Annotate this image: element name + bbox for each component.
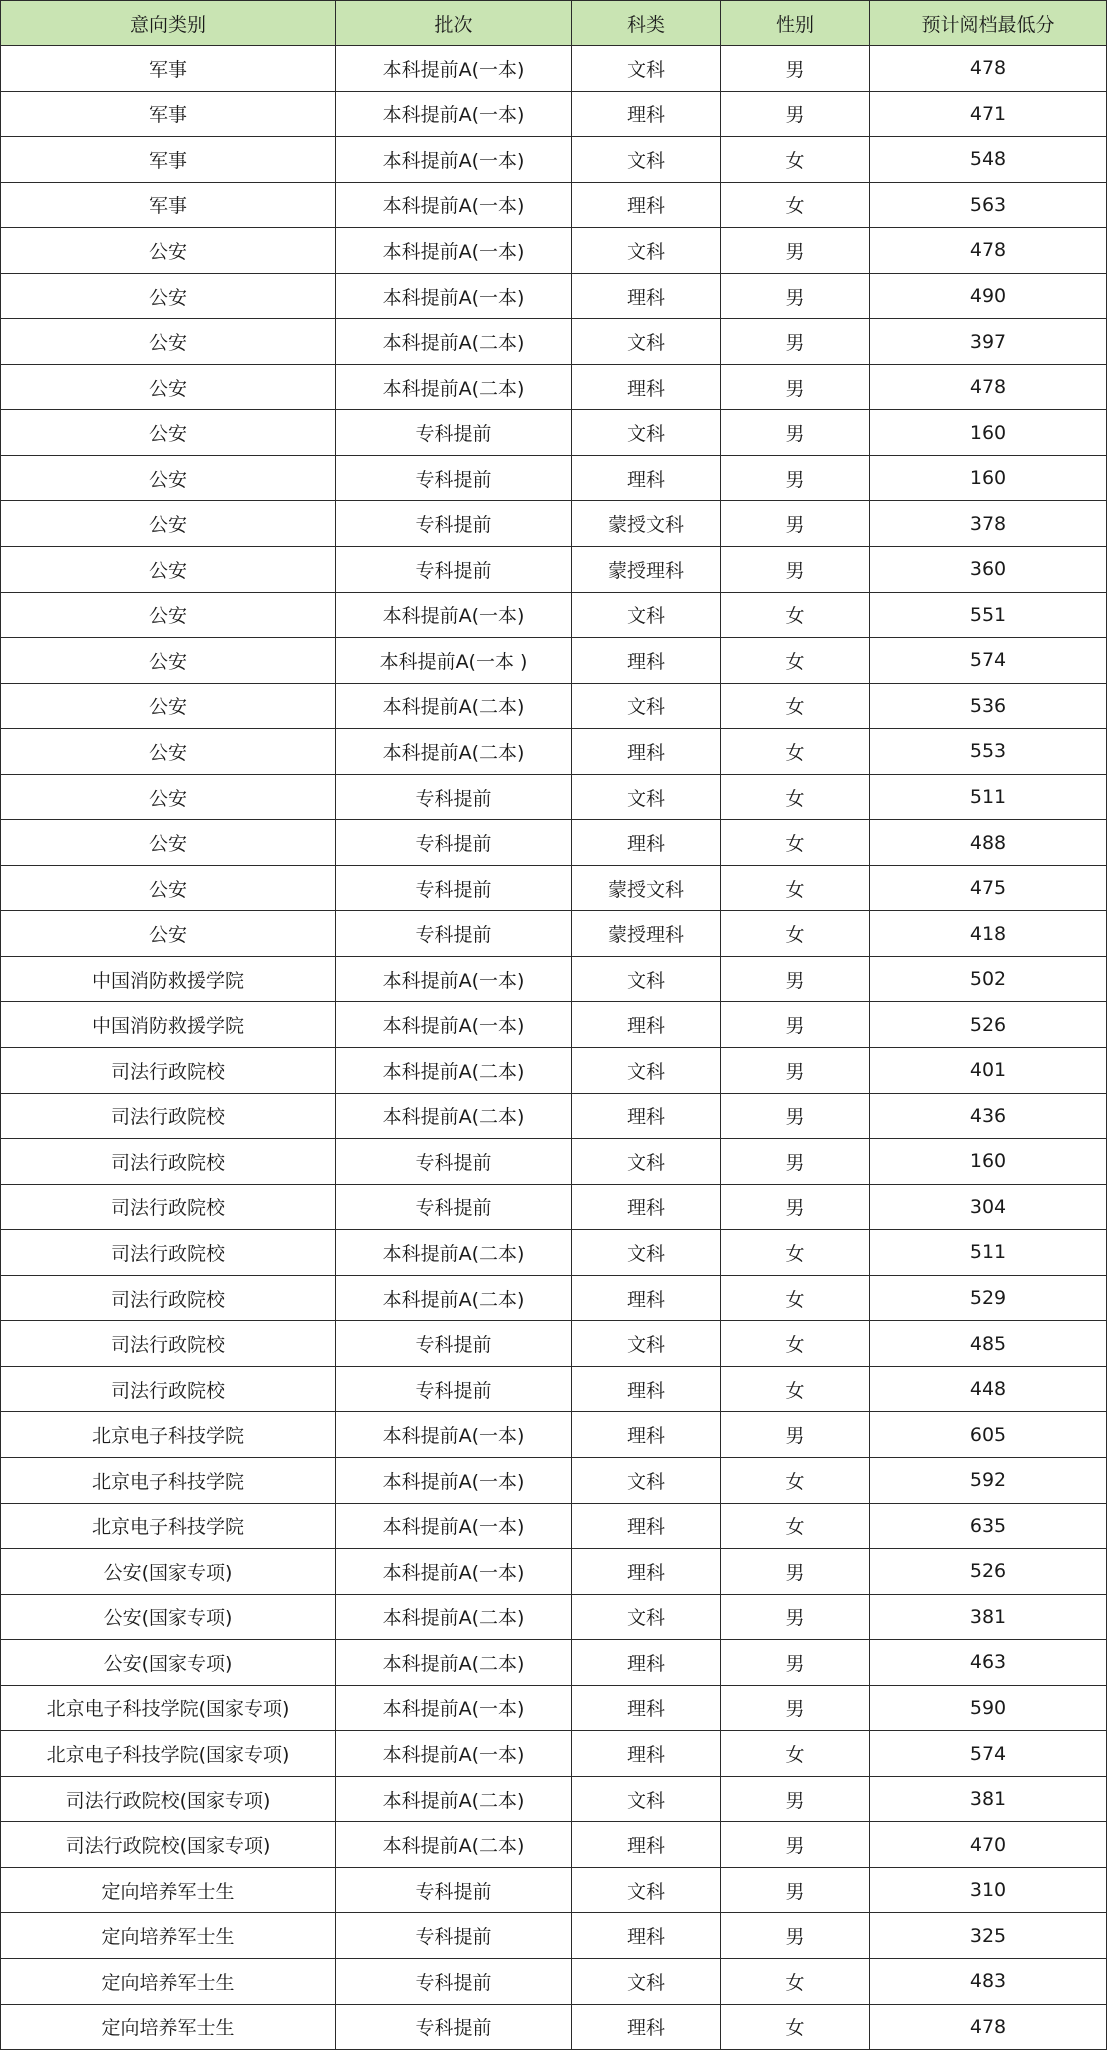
cell-category: 公安(国家专项): [1, 1549, 336, 1595]
table-row: [1, 1549, 1107, 1595]
cell-subject: 文科: [572, 1867, 721, 1913]
cell-min-score: 590: [870, 1685, 1107, 1731]
cell-batch: 专科提前: [336, 410, 572, 456]
cell-gender: 男: [721, 956, 870, 1002]
cell-category: 军事: [1, 137, 336, 183]
cell-batch: 专科提前: [336, 1867, 572, 1913]
cell-gender: 男: [721, 273, 870, 319]
cell-batch: 本科提前A(一本): [336, 1503, 572, 1549]
cell-subject: 理科: [572, 1549, 721, 1595]
cell-batch: 专科提前: [336, 455, 572, 501]
cell-subject: 文科: [572, 592, 721, 638]
cell-batch: 专科提前: [336, 1321, 572, 1367]
cell-batch: 专科提前: [336, 1913, 572, 1959]
cell-subject: 理科: [572, 1275, 721, 1321]
table-row: [1, 91, 1107, 137]
cell-min-score: 485: [870, 1321, 1107, 1367]
table-row: [1, 1093, 1107, 1139]
table-row: [1, 364, 1107, 410]
cell-category: 公安: [1, 501, 336, 547]
table-row: [1, 1503, 1107, 1549]
cell-category: 公安: [1, 638, 336, 684]
cell-gender: 女: [721, 592, 870, 638]
cell-gender: 男: [721, 547, 870, 593]
cell-category: 公安: [1, 455, 336, 501]
cell-min-score: 381: [870, 1776, 1107, 1822]
cell-gender: 女: [721, 2004, 870, 2050]
header-row: [1, 1, 1107, 46]
cell-min-score: 526: [870, 1002, 1107, 1048]
cell-gender: 男: [721, 1913, 870, 1959]
cell-category: 军事: [1, 182, 336, 228]
column-header-category: 意向类别: [1, 1, 336, 46]
cell-gender: 男: [721, 46, 870, 92]
cell-subject: 理科: [572, 638, 721, 684]
cell-subject: 理科: [572, 729, 721, 775]
cell-gender: 男: [721, 1549, 870, 1595]
cell-gender: 女: [721, 137, 870, 183]
cell-min-score: 490: [870, 273, 1107, 319]
cell-min-score: 526: [870, 1549, 1107, 1595]
cell-subject: 文科: [572, 1457, 721, 1503]
table-row: [1, 1002, 1107, 1048]
cell-subject: 文科: [572, 46, 721, 92]
cell-batch: 本科提前A(一本): [336, 182, 572, 228]
table-row: [1, 1230, 1107, 1276]
cell-gender: 男: [721, 1867, 870, 1913]
cell-min-score: 360: [870, 547, 1107, 593]
cell-gender: 男: [721, 364, 870, 410]
cell-batch: 专科提前: [336, 501, 572, 547]
cell-category: 司法行政院校: [1, 1321, 336, 1367]
cell-min-score: 475: [870, 865, 1107, 911]
cell-batch: 专科提前: [336, 911, 572, 957]
table-row: [1, 1685, 1107, 1731]
cell-subject: 蒙授文科: [572, 501, 721, 547]
cell-gender: 男: [721, 1048, 870, 1094]
table-row: [1, 683, 1107, 729]
cell-subject: 文科: [572, 319, 721, 365]
cell-subject: 文科: [572, 1048, 721, 1094]
cell-min-score: 548: [870, 137, 1107, 183]
cell-subject: 文科: [572, 137, 721, 183]
cell-min-score: 436: [870, 1093, 1107, 1139]
cell-category: 中国消防救援学院: [1, 956, 336, 1002]
cell-subject: 蒙授理科: [572, 547, 721, 593]
cell-min-score: 160: [870, 1139, 1107, 1185]
cell-gender: 女: [721, 911, 870, 957]
cell-gender: 女: [721, 1958, 870, 2004]
cell-category: 公安: [1, 364, 336, 410]
cell-category: 司法行政院校: [1, 1366, 336, 1412]
cell-batch: 本科提前A(二本): [336, 1594, 572, 1640]
cell-subject: 文科: [572, 683, 721, 729]
cell-category: 公安: [1, 410, 336, 456]
cell-subject: 理科: [572, 1366, 721, 1412]
cell-min-score: 478: [870, 46, 1107, 92]
cell-gender: 男: [721, 91, 870, 137]
cell-gender: 女: [721, 683, 870, 729]
cell-min-score: 574: [870, 638, 1107, 684]
cell-category: 公安: [1, 820, 336, 866]
cell-category: 公安: [1, 228, 336, 274]
table-row: [1, 1731, 1107, 1777]
cell-category: 公安: [1, 729, 336, 775]
cell-batch: 本科提前A(一本): [336, 1457, 572, 1503]
cell-min-score: 381: [870, 1594, 1107, 1640]
cell-gender: 女: [721, 820, 870, 866]
cell-gender: 男: [721, 1139, 870, 1185]
cell-category: 中国消防救援学院: [1, 1002, 336, 1048]
cell-gender: 女: [721, 638, 870, 684]
cell-subject: 文科: [572, 410, 721, 456]
cell-category: 北京电子科技学院(国家专项): [1, 1685, 336, 1731]
cell-category: 北京电子科技学院: [1, 1503, 336, 1549]
cell-min-score: 418: [870, 911, 1107, 957]
cell-min-score: 551: [870, 592, 1107, 638]
cell-batch: 专科提前: [336, 1366, 572, 1412]
cell-batch: 本科提前A(一本): [336, 228, 572, 274]
cell-category: 公安: [1, 865, 336, 911]
cell-subject: 理科: [572, 182, 721, 228]
cell-category: 司法行政院校: [1, 1275, 336, 1321]
cell-batch: 本科提前A(一本): [336, 91, 572, 137]
cell-min-score: 160: [870, 455, 1107, 501]
cell-min-score: 310: [870, 1867, 1107, 1913]
cell-subject: 理科: [572, 2004, 721, 2050]
cell-subject: 理科: [572, 1503, 721, 1549]
cell-gender: 女: [721, 865, 870, 911]
column-header-batch: 批次: [336, 1, 572, 46]
cell-gender: 男: [721, 1685, 870, 1731]
cell-min-score: 536: [870, 683, 1107, 729]
cell-subject: 文科: [572, 1139, 721, 1185]
cell-min-score: 304: [870, 1184, 1107, 1230]
cell-gender: 男: [721, 1640, 870, 1686]
cell-min-score: 397: [870, 319, 1107, 365]
cell-subject: 理科: [572, 1002, 721, 1048]
cell-gender: 女: [721, 1321, 870, 1367]
cell-batch: 专科提前: [336, 547, 572, 593]
cell-gender: 女: [721, 1275, 870, 1321]
cell-gender: 女: [721, 1731, 870, 1777]
cell-gender: 男: [721, 455, 870, 501]
cell-category: 司法行政院校: [1, 1184, 336, 1230]
table-row: [1, 1867, 1107, 1913]
cell-batch: 专科提前: [336, 2004, 572, 2050]
cell-category: 公安: [1, 547, 336, 593]
cell-subject: 理科: [572, 1184, 721, 1230]
cell-batch: 本科提前A(一本): [336, 956, 572, 1002]
table-row: [1, 638, 1107, 684]
table-row: [1, 1366, 1107, 1412]
table-row: [1, 1412, 1107, 1458]
cell-gender: 男: [721, 1184, 870, 1230]
cell-subject: 文科: [572, 1321, 721, 1367]
cell-subject: 文科: [572, 774, 721, 820]
cell-batch: 本科提前A(二本): [336, 1822, 572, 1868]
cell-category: 司法行政院校: [1, 1048, 336, 1094]
cell-gender: 女: [721, 1457, 870, 1503]
cell-gender: 女: [721, 1503, 870, 1549]
cell-batch: 专科提前: [336, 1139, 572, 1185]
table-row: [1, 46, 1107, 92]
cell-gender: 女: [721, 182, 870, 228]
cell-gender: 男: [721, 1002, 870, 1048]
cell-subject: 文科: [572, 1230, 721, 1276]
cell-gender: 女: [721, 1230, 870, 1276]
table-row: [1, 1594, 1107, 1640]
table-row: [1, 729, 1107, 775]
column-header-min-score: 预计阅档最低分: [870, 1, 1107, 46]
table-body: [1, 46, 1107, 2050]
cell-subject: 理科: [572, 1913, 721, 1959]
cell-batch: 本科提前A(二本): [336, 729, 572, 775]
cell-gender: 男: [721, 1776, 870, 1822]
cell-subject: 理科: [572, 1093, 721, 1139]
cell-category: 北京电子科技学院(国家专项): [1, 1731, 336, 1777]
cell-batch: 本科提前A(二本): [336, 1275, 572, 1321]
cell-min-score: 478: [870, 2004, 1107, 2050]
cell-category: 公安: [1, 774, 336, 820]
table-row: [1, 1913, 1107, 1959]
cell-min-score: 563: [870, 182, 1107, 228]
cell-batch: 本科提前A(一本 ): [336, 638, 572, 684]
cell-gender: 男: [721, 1594, 870, 1640]
cell-category: 定向培养军士生: [1, 1913, 336, 1959]
cell-gender: 男: [721, 1093, 870, 1139]
cell-min-score: 483: [870, 1958, 1107, 2004]
cell-category: 公安(国家专项): [1, 1594, 336, 1640]
table-row: [1, 137, 1107, 183]
cell-min-score: 325: [870, 1913, 1107, 1959]
cell-category: 军事: [1, 91, 336, 137]
cell-batch: 本科提前A(二本): [336, 319, 572, 365]
cell-category: 军事: [1, 46, 336, 92]
cell-subject: 蒙授文科: [572, 865, 721, 911]
cell-gender: 女: [721, 774, 870, 820]
cell-subject: 蒙授理科: [572, 911, 721, 957]
cell-min-score: 478: [870, 228, 1107, 274]
cell-category: 公安(国家专项): [1, 1640, 336, 1686]
cell-category: 司法行政院校: [1, 1230, 336, 1276]
cell-gender: 男: [721, 319, 870, 365]
cell-batch: 本科提前A(一本): [336, 1412, 572, 1458]
cell-min-score: 529: [870, 1275, 1107, 1321]
table-row: [1, 1776, 1107, 1822]
cell-category: 北京电子科技学院: [1, 1457, 336, 1503]
cell-batch: 专科提前: [336, 774, 572, 820]
cell-subject: 理科: [572, 1640, 721, 1686]
table-row: [1, 547, 1107, 593]
table-row: [1, 182, 1107, 228]
cell-category: 公安: [1, 911, 336, 957]
cell-batch: 专科提前: [336, 865, 572, 911]
cell-min-score: 488: [870, 820, 1107, 866]
table-row: [1, 1139, 1107, 1185]
cell-category: 司法行政院校(国家专项): [1, 1822, 336, 1868]
table-row: [1, 1958, 1107, 2004]
cell-gender: 女: [721, 1366, 870, 1412]
cell-batch: 本科提前A(二本): [336, 364, 572, 410]
cell-batch: 专科提前: [336, 1958, 572, 2004]
cell-gender: 男: [721, 1822, 870, 1868]
cell-batch: 本科提前A(二本): [336, 1093, 572, 1139]
cell-batch: 本科提前A(二本): [336, 1230, 572, 1276]
cell-min-score: 511: [870, 1230, 1107, 1276]
cell-batch: 本科提前A(二本): [336, 1640, 572, 1686]
table-row: [1, 410, 1107, 456]
cell-batch: 专科提前: [336, 1184, 572, 1230]
cell-batch: 本科提前A(一本): [336, 46, 572, 92]
cell-batch: 专科提前: [336, 820, 572, 866]
cell-subject: 理科: [572, 1731, 721, 1777]
table-row: [1, 1048, 1107, 1094]
table-row: [1, 774, 1107, 820]
cell-subject: 文科: [572, 228, 721, 274]
cell-batch: 本科提前A(一本): [336, 592, 572, 638]
cell-subject: 理科: [572, 455, 721, 501]
table-row: [1, 1321, 1107, 1367]
column-header-subject: 科类: [572, 1, 721, 46]
cell-batch: 本科提前A(二本): [336, 1048, 572, 1094]
cell-batch: 本科提前A(一本): [336, 1685, 572, 1731]
cell-batch: 本科提前A(一本): [336, 273, 572, 319]
cell-subject: 文科: [572, 1958, 721, 2004]
cell-batch: 本科提前A(一本): [336, 1731, 572, 1777]
cell-category: 北京电子科技学院: [1, 1412, 336, 1458]
cell-gender: 男: [721, 1412, 870, 1458]
cell-subject: 理科: [572, 364, 721, 410]
cell-gender: 男: [721, 228, 870, 274]
cell-category: 定向培养军士生: [1, 1867, 336, 1913]
table-header: [1, 1, 1107, 46]
cell-min-score: 401: [870, 1048, 1107, 1094]
cell-min-score: 471: [870, 91, 1107, 137]
cell-min-score: 574: [870, 1731, 1107, 1777]
cell-subject: 理科: [572, 1685, 721, 1731]
cell-category: 司法行政院校: [1, 1139, 336, 1185]
cell-batch: 本科提前A(一本): [336, 137, 572, 183]
cell-category: 公安: [1, 273, 336, 319]
cell-min-score: 463: [870, 1640, 1107, 1686]
table-row: [1, 865, 1107, 911]
table-row: [1, 273, 1107, 319]
table-row: [1, 1184, 1107, 1230]
cell-min-score: 378: [870, 501, 1107, 547]
cell-min-score: 448: [870, 1366, 1107, 1412]
cell-gender: 男: [721, 501, 870, 547]
cell-category: 定向培养军士生: [1, 2004, 336, 2050]
cell-batch: 本科提前A(一本): [336, 1002, 572, 1048]
cell-subject: 文科: [572, 1594, 721, 1640]
cell-min-score: 592: [870, 1457, 1107, 1503]
cell-min-score: 502: [870, 956, 1107, 1002]
cell-category: 公安: [1, 319, 336, 365]
cell-category: 公安: [1, 592, 336, 638]
cell-min-score: 160: [870, 410, 1107, 456]
table-row: [1, 1822, 1107, 1868]
cell-subject: 文科: [572, 956, 721, 1002]
cell-subject: 理科: [572, 91, 721, 137]
table-row: [1, 319, 1107, 365]
table-row: [1, 911, 1107, 957]
cell-batch: 本科提前A(二本): [336, 683, 572, 729]
cell-gender: 男: [721, 410, 870, 456]
table-row: [1, 956, 1107, 1002]
cell-category: 司法行政院校(国家专项): [1, 1776, 336, 1822]
cell-category: 公安: [1, 683, 336, 729]
cell-category: 定向培养军士生: [1, 1958, 336, 2004]
table-row: [1, 1457, 1107, 1503]
table-row: [1, 501, 1107, 547]
column-header-gender: 性别: [721, 1, 870, 46]
cell-batch: 本科提前A(二本): [336, 1776, 572, 1822]
table-row: [1, 820, 1107, 866]
cell-gender: 女: [721, 729, 870, 775]
table-row: [1, 592, 1107, 638]
cell-min-score: 605: [870, 1412, 1107, 1458]
table-row: [1, 228, 1107, 274]
cell-subject: 理科: [572, 1412, 721, 1458]
table-row: [1, 455, 1107, 501]
cell-subject: 理科: [572, 273, 721, 319]
cell-category: 司法行政院校: [1, 1093, 336, 1139]
cell-min-score: 478: [870, 364, 1107, 410]
cell-batch: 本科提前A(一本): [336, 1549, 572, 1595]
cell-min-score: 635: [870, 1503, 1107, 1549]
cell-subject: 文科: [572, 1776, 721, 1822]
table-row: [1, 2004, 1107, 2050]
cell-min-score: 470: [870, 1822, 1107, 1868]
table-row: [1, 1640, 1107, 1686]
cell-subject: 理科: [572, 820, 721, 866]
cell-subject: 理科: [572, 1822, 721, 1868]
table-row: [1, 1275, 1107, 1321]
cell-min-score: 511: [870, 774, 1107, 820]
cell-min-score: 553: [870, 729, 1107, 775]
